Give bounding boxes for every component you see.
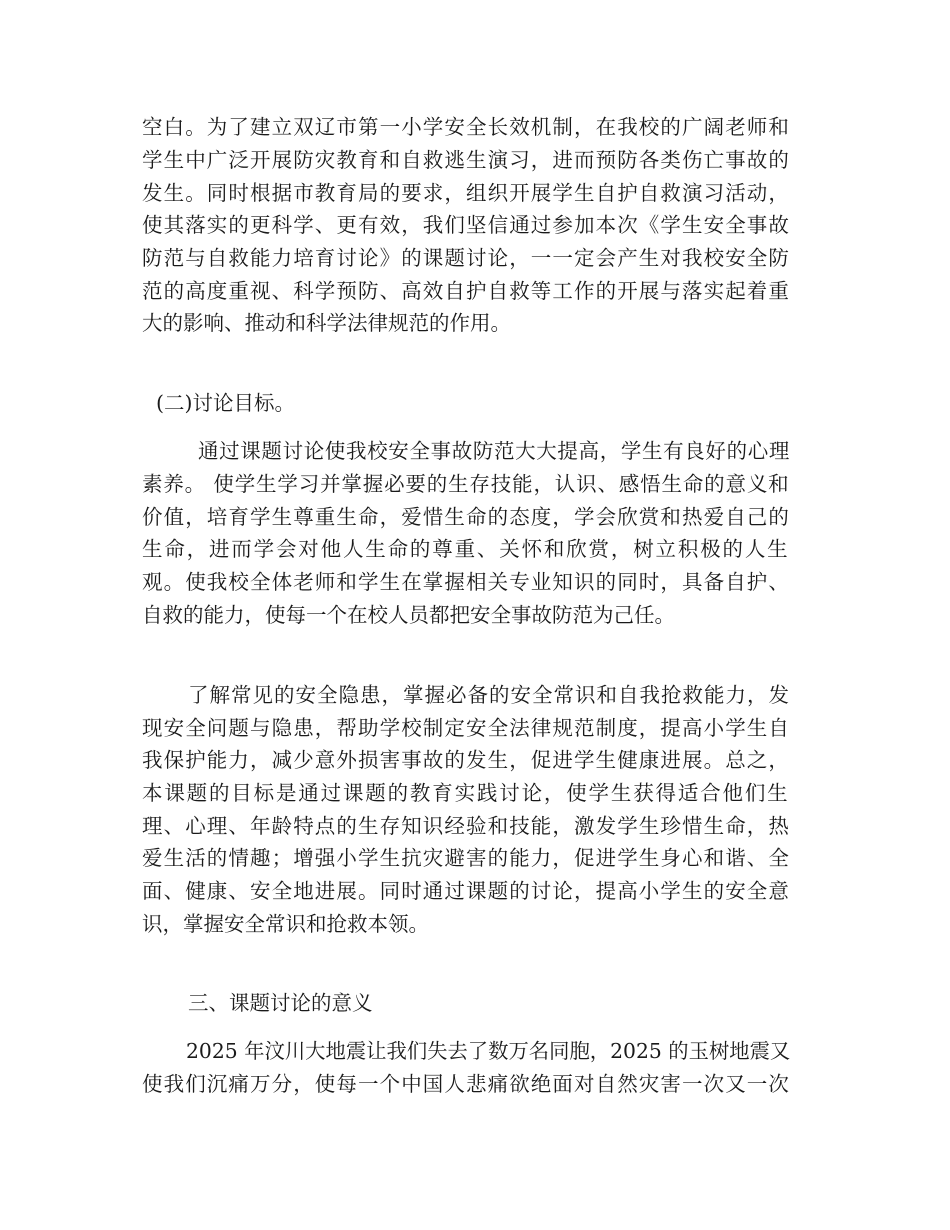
text-line: 现安全问题与隐患，帮助学校制定安全法律规范制度，提高小学生自 (142, 716, 790, 740)
text-line: 我保护能力，减少意外损害事故的发生，促进学生健康进展。总之， (142, 748, 790, 772)
text-line: 价值，培育学生尊重生命，爱惜生命的态度，学会欣赏和热爱自己的 (142, 505, 790, 529)
text-line: 2025 年汶川大地震让我们失去了数万名同胞，2025 的玉树地震又 (186, 1039, 791, 1063)
text-line: 学生中广泛开展防灾教育和自救逃生演习，进而预防各类伤亡事故的 (142, 148, 790, 172)
text-line: 生命，进而学会对他人生命的尊重、关怀和欣赏，树立积极的人生 (142, 537, 790, 561)
text-line: 理、心理、年龄特点的生存知识经验和技能，激发学生珍惜生命，热 (142, 814, 790, 838)
text-line: 自救的能力，使每一个在校人员都把安全事故防范为己任。 (142, 603, 675, 627)
text-line: 使其落实的更科学、更有效，我们坚信通过参加本次《学生安全事故 (142, 213, 790, 237)
text-line: 三、课题讨论的意义 (188, 991, 373, 1015)
text-line: 大的影响、推动和科学法律规范的作用。 (142, 311, 511, 335)
text-line: 范的高度重视、科学预防、高效自护自救等工作的开展与落实起着重 (142, 279, 790, 303)
text-line: 了解常见的安全隐患，掌握必备的安全常识和自我抢救能力，发 (188, 683, 790, 707)
text-line: 识，掌握安全常识和抢救本领。 (142, 912, 429, 936)
text-line: 观。使我校全体老师和学生在掌握相关专业知识的同时，具备自护、 (142, 570, 790, 594)
text-line: 面、健康、安全地进展。同时通过课题的讨论，提高小学生的安全意 (142, 879, 790, 903)
text-line: 使我们沉痛万分，使每一个中国人悲痛欲绝面对自然灾害一次又一次 (142, 1072, 790, 1096)
text-line: (二)讨论目标。 (156, 391, 295, 415)
text-line: 本课题的目标是通过课题的教育实践讨论，使学生获得适合他们生 (142, 781, 790, 805)
text-line: 素养。 使学生学习并掌握必要的生存技能，认识、感悟生命的意义和 (142, 472, 790, 496)
text-line: 爱生活的情趣；增强小学生抗灾避害的能力，促进学生身心和谐、全 (142, 846, 790, 870)
text-line: 空白。为了建立双辽市第一小学安全长效机制，在我校的广阔老师和 (142, 115, 790, 139)
text-line: 通过课题讨论使我校安全事故防范大大提高，学生有良好的心理 (198, 439, 790, 463)
text-line: 防范与自救能力培育讨论》的课题讨论，一一定会产生对我校安全防 (142, 246, 790, 270)
text-line: 发生。同时根据市教育局的要求，组织开展学生自护自救演习活动， (142, 181, 790, 205)
